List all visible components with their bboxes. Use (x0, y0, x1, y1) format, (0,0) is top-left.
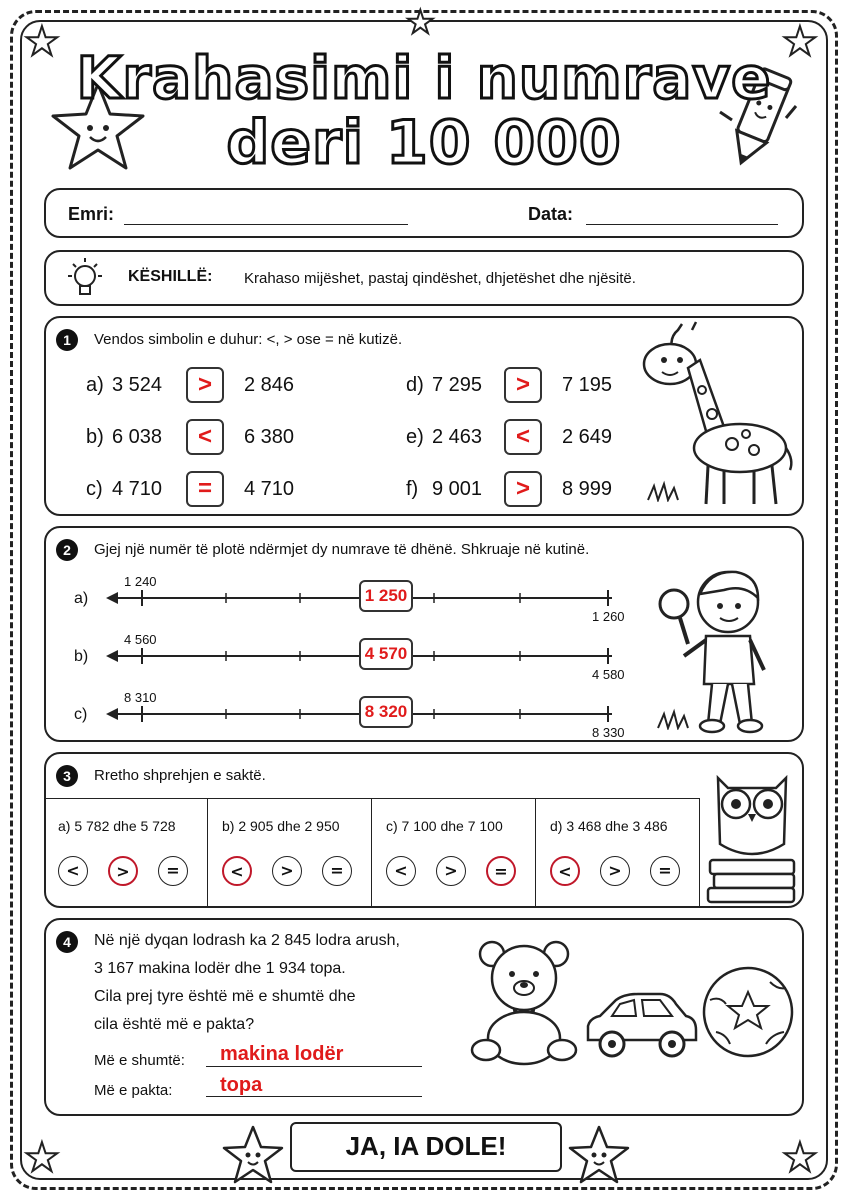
symbol-box[interactable]: < (186, 419, 224, 455)
ball-illustration (700, 964, 796, 1060)
most-label: Më e shumtë: (94, 1052, 185, 1069)
right-number: 8 999 (562, 478, 613, 500)
option-cell-a (44, 798, 208, 906)
option-cell-c (372, 798, 536, 906)
least-answer[interactable]: topa (220, 1074, 263, 1096)
left-number: 6 038 (112, 426, 163, 448)
item-letter: a) (86, 374, 104, 396)
item-letter: f) (406, 478, 419, 500)
equals-option[interactable]: = (650, 856, 680, 886)
equals-option[interactable]: = (322, 856, 352, 886)
right-number: 6 380 (244, 426, 295, 448)
date-label: Data: (528, 204, 574, 224)
problem-line: Në një dyqan lodrash ka 2 845 lodra arush, (94, 932, 400, 949)
star-icon: ★ (24, 1135, 60, 1181)
row-letter: a) (74, 590, 89, 607)
start-label: 1 240 (124, 574, 157, 589)
most-answer-line (206, 1066, 422, 1067)
equals-option[interactable]: = (158, 856, 188, 886)
section-3-instruction: Rretho shprehjen e saktë. (94, 767, 266, 784)
greater-than-option[interactable]: > (600, 856, 630, 886)
left-number: 2 463 (432, 426, 483, 448)
right-number: 7 195 (562, 374, 613, 396)
item-letter: d) (406, 374, 424, 396)
teddy-bear-illustration (468, 938, 580, 1066)
least-label: Më e pakta: (94, 1082, 173, 1099)
left-number: 9 001 (432, 478, 483, 500)
symbol-box[interactable]: < (504, 419, 542, 455)
most-answer[interactable]: makina lodër (220, 1043, 344, 1065)
name-label: Emri: (68, 204, 115, 224)
greater-than-option-selected[interactable]: > (108, 856, 138, 886)
option-question: c) 7 100 dhe 7 100 (386, 818, 503, 834)
smiling-star-icon (566, 1124, 632, 1186)
smiling-star-icon (220, 1124, 286, 1186)
section-3-number: 3 (56, 765, 78, 787)
right-number: 2 846 (244, 374, 295, 396)
name-field[interactable] (124, 224, 408, 225)
name-date-box (44, 188, 804, 238)
star-icon: ★ (782, 1135, 818, 1181)
toy-car-illustration (582, 990, 700, 1064)
less-than-option[interactable]: < (58, 856, 88, 886)
symbol-box[interactable]: = (186, 471, 224, 507)
section-2-instruction: Gjej një numër të plotë ndërmjet dy numrave të dhënë. Shkruaje në kutinë. (94, 541, 590, 558)
section-1-instruction: Vendos simbolin e duhur: <, > ose = në kutizë. (94, 331, 403, 348)
star-icon: ★ (24, 19, 60, 65)
left-number: 3 524 (112, 374, 163, 396)
row-letter: c) (74, 706, 88, 723)
start-label: 8 310 (124, 690, 157, 705)
star-icon: ★ (406, 3, 435, 41)
option-question: a) 5 782 dhe 5 728 (58, 818, 176, 834)
section-1-number: 1 (56, 329, 78, 351)
lightbulb-icon (62, 256, 108, 304)
date-field[interactable] (586, 224, 778, 225)
star-icon: ★ (782, 19, 818, 65)
equals-option-selected[interactable]: = (486, 856, 516, 886)
section-4-number: 4 (56, 931, 78, 953)
grass-icon (644, 480, 684, 502)
tip-text: Krahaso mijëshet, pastaj qindëshet, dhjetëshet dhe njësitë. (244, 270, 636, 287)
left-number: 4 710 (112, 478, 163, 500)
right-number: 4 710 (244, 478, 295, 500)
end-label: 4 580 (592, 667, 625, 682)
option-cell-d (536, 798, 700, 906)
row-letter: b) (74, 648, 89, 665)
option-cell-b (208, 798, 372, 906)
end-label: 1 260 (592, 609, 625, 624)
less-than-option[interactable]: < (386, 856, 416, 886)
item-letter: b) (86, 426, 104, 448)
greater-than-option[interactable]: > (272, 856, 302, 886)
success-banner: JA, IA DOLE! (290, 1122, 562, 1172)
option-question: b) 2 905 dhe 2 950 (222, 818, 340, 834)
less-than-option-selected[interactable]: < (550, 856, 580, 886)
end-label: 8 330 (592, 725, 625, 740)
problem-line: Cila prej tyre është më e shumtë dhe (94, 988, 356, 1005)
problem-line: cila është më e pakta? (94, 1016, 255, 1033)
symbol-box[interactable]: > (504, 471, 542, 507)
answer-box[interactable]: 8 320 (359, 696, 413, 728)
symbol-box[interactable]: > (186, 367, 224, 403)
greater-than-option[interactable]: > (436, 856, 466, 886)
grass-icon (654, 708, 694, 730)
right-number: 2 649 (562, 426, 613, 448)
page-title-line-1: Krahasimi i numrave (76, 44, 772, 112)
answer-box[interactable]: 4 570 (359, 638, 413, 670)
page-title-line-2: deri 10 000 (226, 108, 622, 178)
owl-on-books-illustration (704, 764, 800, 904)
problem-line: 3 167 makina lodër dhe 1 934 topa. (94, 960, 346, 977)
section-2-number: 2 (56, 539, 78, 561)
option-question: d) 3 468 dhe 3 486 (550, 818, 668, 834)
tip-box (44, 250, 804, 306)
tip-label: KËSHILLË: (128, 268, 213, 285)
answer-box[interactable]: 1 250 (359, 580, 413, 612)
item-letter: e) (406, 426, 424, 448)
item-letter: c) (86, 478, 103, 500)
left-number: 7 295 (432, 374, 483, 396)
start-label: 4 560 (124, 632, 157, 647)
symbol-box[interactable]: > (504, 367, 542, 403)
less-than-option-selected[interactable]: < (222, 856, 252, 886)
